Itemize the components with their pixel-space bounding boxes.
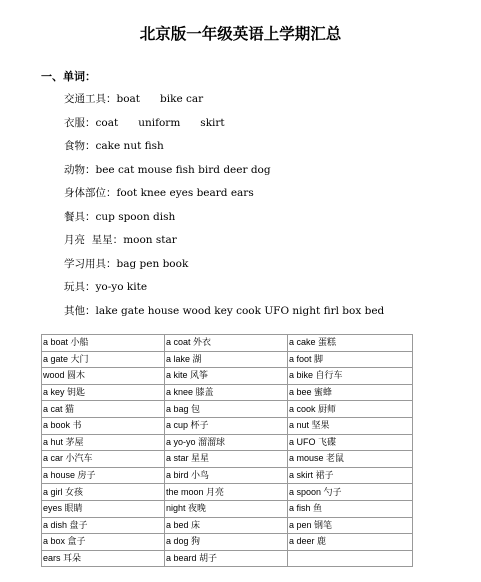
- table-cell: a nut 坚果: [288, 417, 413, 434]
- category-label: 学习用具：: [64, 257, 117, 270]
- category-label: 衣服：: [64, 116, 96, 129]
- table-cell: a girl 女孩: [42, 484, 165, 501]
- table-row: [42, 351, 413, 368]
- table-cell: eyes 眼睛: [42, 500, 165, 517]
- table-cell: a cook 厨师: [288, 401, 413, 418]
- category-words: coat uniform skirt: [95, 116, 225, 129]
- category-words: boat bike car: [116, 93, 204, 105]
- category-label: 餐具：: [64, 210, 96, 223]
- section-heading: 一、单词：: [41, 70, 96, 83]
- table-cell: a gate 大门: [42, 351, 165, 368]
- category-label: 食物：: [64, 140, 96, 152]
- table-cell: a book 书: [42, 417, 165, 434]
- table-row: [42, 467, 413, 484]
- table-row: [42, 384, 413, 401]
- table-cell: a deer 鹿: [288, 534, 413, 551]
- category-label: 月亮 星星：: [64, 234, 124, 246]
- category-line: [64, 159, 384, 183]
- category-words: foot knee eyes beard ears: [116, 187, 254, 199]
- document-title: 北京版一年级英语上学期汇总: [139, 25, 342, 43]
- table-cell: ears 耳朵: [42, 550, 165, 567]
- table-cell: a cake 蛋糕: [288, 335, 413, 352]
- table-cell: a bike 自行车: [288, 368, 413, 385]
- table-row: [42, 550, 413, 567]
- category-line: [64, 229, 384, 253]
- table-cell: a mouse 老鼠: [288, 451, 413, 468]
- table-cell: [288, 550, 413, 567]
- table-cell: a bird 小鸟: [165, 467, 288, 484]
- table-row: [42, 484, 413, 501]
- category-label: 动物：: [64, 163, 96, 176]
- category-label: 玩具：: [64, 281, 96, 293]
- category-words: cup spoon dish: [95, 210, 176, 223]
- table-cell: a box 盒子: [42, 534, 165, 551]
- category-words: bag pen book: [116, 257, 189, 270]
- table-cell: wood 圆木: [42, 368, 165, 385]
- table-cell: a car 小汽车: [42, 451, 165, 468]
- table-cell: a yo-yo 溜溜球: [165, 434, 288, 451]
- table-row: [42, 517, 413, 534]
- table-cell: night 夜晚: [165, 500, 288, 517]
- table-cell: a bee 蜜蜂: [288, 384, 413, 401]
- table-row: [42, 500, 413, 517]
- table-row: [42, 401, 413, 418]
- table-cell: a star 星星: [165, 451, 288, 468]
- category-words: cake nut fish: [95, 140, 164, 152]
- table-cell: the moon 月亮: [165, 484, 288, 501]
- category-line: [64, 276, 384, 300]
- table-cell: a UFO 飞碟: [288, 434, 413, 451]
- category-list: [64, 88, 384, 323]
- category-line: [64, 135, 384, 159]
- table-cell: a fish 鱼: [288, 500, 413, 517]
- table-row: [42, 434, 413, 451]
- table-cell: a spoon 勺子: [288, 484, 413, 501]
- table-row: [42, 368, 413, 385]
- table-cell: a cup 杯子: [165, 417, 288, 434]
- table-cell: a cat 猫: [42, 401, 165, 418]
- table-cell: a beard 胡子: [165, 550, 288, 567]
- category-label: 交通工具：: [64, 93, 117, 105]
- table-cell: a foot 脚: [288, 351, 413, 368]
- category-line: [64, 300, 384, 324]
- category-label: 身体部位：: [64, 187, 117, 199]
- category-line: [64, 88, 384, 112]
- category-line: [64, 112, 384, 136]
- table-cell: a dish 盘子: [42, 517, 165, 534]
- category-words: lake gate house wood key cook UFO night firl box bed: [95, 304, 385, 317]
- table-cell: a pen 钢笔: [288, 517, 413, 534]
- category-words: moon star: [123, 234, 177, 246]
- table-row: [42, 335, 413, 352]
- category-line: [64, 253, 384, 277]
- table-cell: a boat 小船: [42, 335, 165, 352]
- table-cell: a dog 狗: [165, 534, 288, 551]
- table-cell: a coat 外衣: [165, 335, 288, 352]
- table-cell: a lake 湖: [165, 351, 288, 368]
- category-line: [64, 206, 384, 230]
- category-label: 其他：: [64, 304, 96, 317]
- table-cell: a hut 茅屋: [42, 434, 165, 451]
- category-words: bee cat mouse fish bird deer dog: [95, 163, 271, 176]
- table-row: [42, 417, 413, 434]
- table-cell: a house 房子: [42, 467, 165, 484]
- category-words: yo-yo kite: [95, 281, 148, 293]
- category-line: [64, 182, 384, 206]
- table-row: [42, 534, 413, 551]
- table-row: [42, 451, 413, 468]
- table-cell: a knee 膝盖: [165, 384, 288, 401]
- table-cell: a bag 包: [165, 401, 288, 418]
- table-cell: a key 钥匙: [42, 384, 165, 401]
- table-cell: a kite 风筝: [165, 368, 288, 385]
- vocabulary-table: [41, 334, 413, 567]
- table-cell: a skirt 裙子: [288, 467, 413, 484]
- table-cell: a bed 床: [165, 517, 288, 534]
